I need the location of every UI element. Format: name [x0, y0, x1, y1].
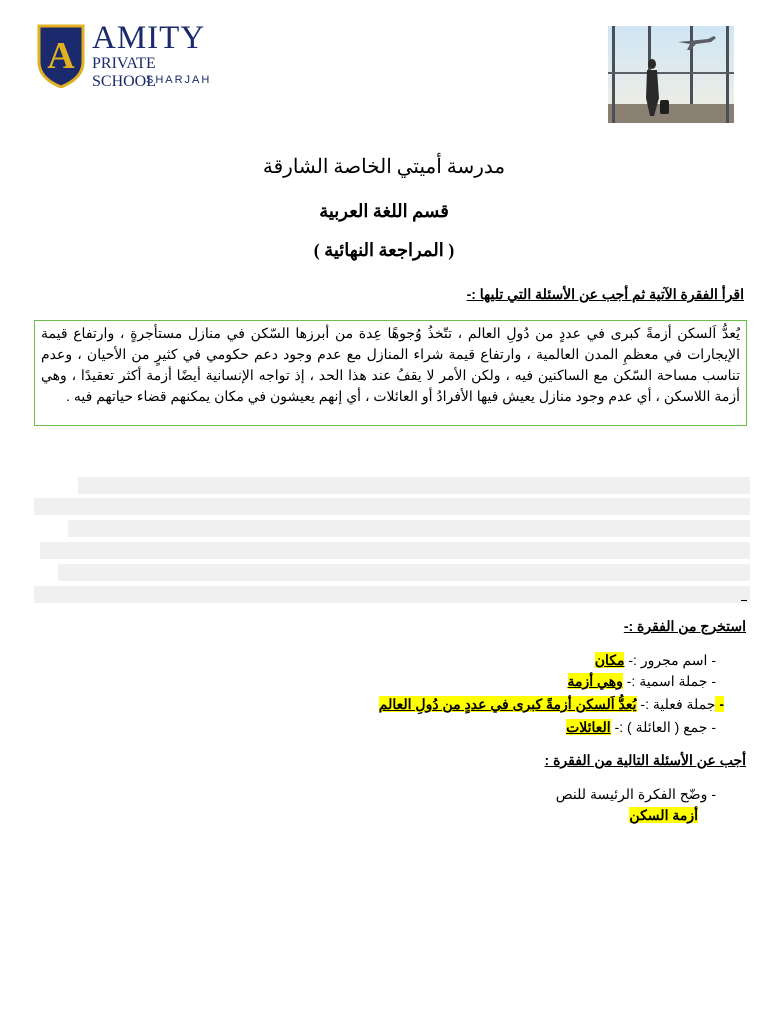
school-title: مدرسة أميتي الخاصة الشارقة [262, 156, 506, 178]
extract-answer: يُعدُّ اَلسكن أزمةً كبرى في عددٍ من دُولِ العالم [378, 696, 637, 712]
reading-instruction: اقرأ الفقرة الآتية ثم أجب عن الأسئلة التي تليها :- [466, 286, 744, 302]
logo-letter: A [47, 35, 75, 77]
logo-subtitle: PRIVATE SCHOOL [92, 55, 157, 90]
question-item: - وضّح الفكرة الرئيسة للنص [555, 786, 716, 802]
airport-photo [608, 26, 734, 123]
review-title: ( المراجعة النهائية ) [313, 240, 455, 260]
divider-mark [741, 600, 747, 601]
extract-item: - جمع ( العائلة ) :- العائلات [566, 719, 716, 735]
department-title: قسم اللغة العربية [319, 201, 449, 221]
extract-answer: وهي أزمة [567, 673, 623, 689]
school-logo [36, 22, 221, 88]
questions-heading: أجب عن الأسئلة التالية من الفقرة : [544, 752, 746, 768]
logo-name: AMITY [92, 20, 206, 56]
extract-answer: مكان [594, 652, 625, 668]
extract-answer: العائلات [566, 719, 611, 735]
question-answer-line [629, 805, 698, 825]
extract-heading: استخرج من الفقرة :- [623, 618, 746, 634]
logo-city: SHARJAH [146, 74, 212, 86]
extract-item: - اسم مجرور :- مكان [594, 652, 716, 668]
shield-icon [36, 22, 86, 88]
extract-item: - جملة اسمية :- وهي أزمة [567, 673, 716, 689]
reading-passage: يُعدُّ اَلسكن أزمةً كبرى في عددٍ من دُولِ العالم ، تتّخذُ وُجوهًا عِدة من أبرزها السّكن في منازل مستأجرةٍ ، وارتفاع قيمة الإيجارات في معظمِ المدن العالمية ، وارتفاع قيمة شراء المنازل مع عدم وجود دعم حكومي في كثيرٍ من الأحيان ، وعدم تناسب مساحة السّكن مع الساكنين فيه ، ولكن الأمر لا يقفُ عند هذا الحد ، إذ تواجه الإنسانية أيضًا أزمة أكثر تعقيدًا ، وهي أزمة اللاسكن ، أي عدم وجود منازل يعيش فيها الأفرادُ أو العائلات ، أي إنهم يعيشون في مكان يمكنهم قضاء حياتهم فيه . [34, 320, 747, 426]
question-answer: أزمة السكن [629, 807, 698, 823]
extract-item: - جملة فعلية :- يُعدُّ اَلسكن أزمةً كبرى في عددٍ من دُولِ العالم [378, 696, 724, 712]
